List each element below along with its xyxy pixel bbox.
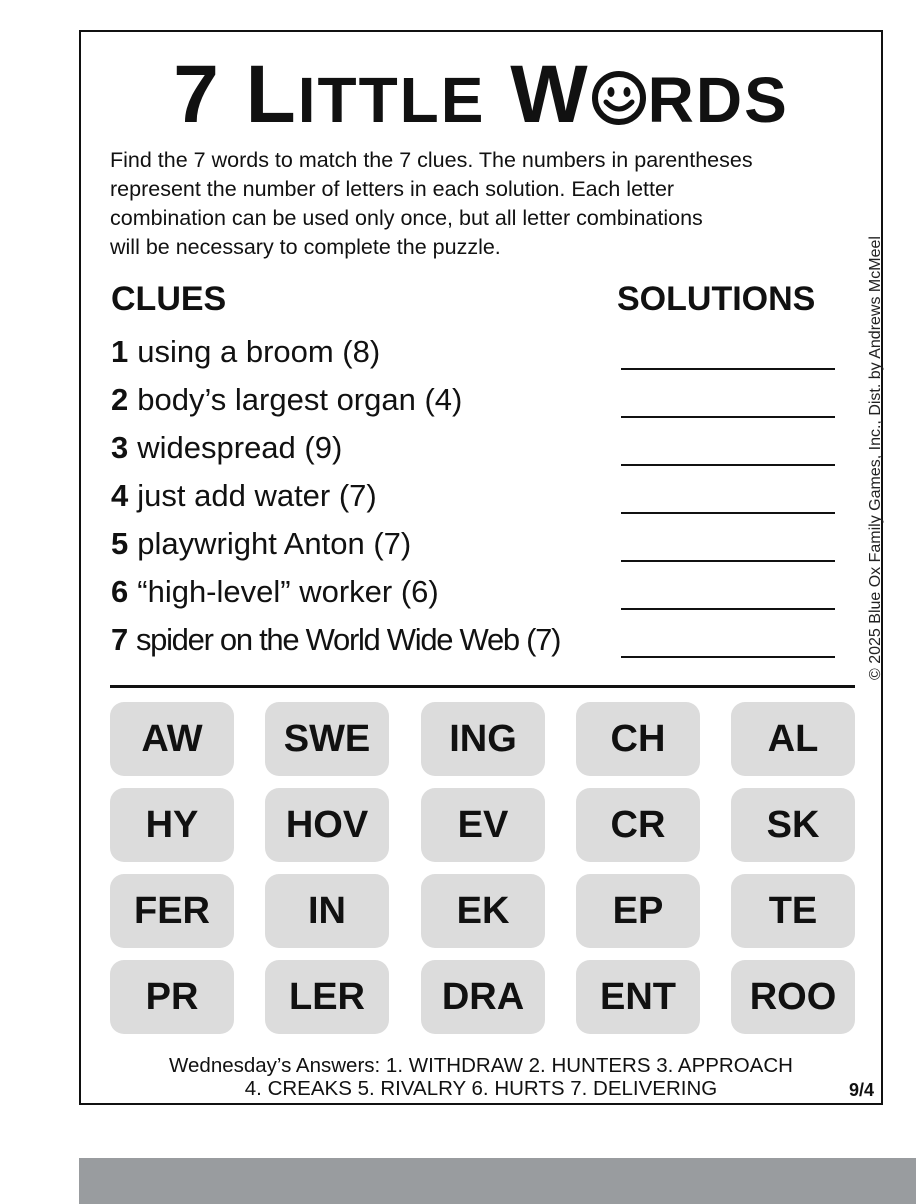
footer-bar: [79, 1158, 916, 1204]
letter-tile[interactable]: PR: [110, 960, 234, 1034]
clue-text: “high-level” worker (6): [137, 574, 439, 609]
solution-line-2[interactable]: [621, 416, 835, 418]
letter-tile[interactable]: SWE: [265, 702, 389, 776]
solution-line-7[interactable]: [621, 656, 835, 658]
clue-text: just add water (7): [137, 478, 377, 513]
letter-tile[interactable]: EP: [576, 874, 700, 948]
answers-line: 4. CREAKS 5. RIVALRY 6. HURTS 7. DELIVERING: [244, 1077, 718, 1100]
copyright-credit: © 2025 Blue Ox Family Games, Inc., Dist. by Andrews McMeel: [867, 236, 884, 680]
letter-tile[interactable]: DRA: [421, 960, 545, 1034]
clue-1: [111, 334, 380, 370]
instructions: [110, 146, 860, 262]
title-prefix: 7 L: [173, 49, 298, 140]
clue-number: 7: [111, 622, 127, 657]
clue-4: [111, 478, 377, 514]
clue-2: [111, 382, 462, 418]
letter-tile[interactable]: EK: [421, 874, 545, 948]
clue-7: [111, 622, 560, 658]
previous-answers: [81, 1054, 881, 1100]
letter-tile[interactable]: CH: [576, 702, 700, 776]
smiley-face-icon: [591, 70, 647, 126]
clue-text: spider on the World Wide Web (7): [135, 622, 561, 657]
solution-line-4[interactable]: [621, 512, 835, 514]
clue-number: 3: [111, 430, 129, 465]
puzzle-date: 9/4: [848, 1080, 874, 1100]
title-rest: RDS: [647, 64, 789, 136]
letter-tile[interactable]: IN: [265, 874, 389, 948]
letter-tile[interactable]: ENT: [576, 960, 700, 1034]
instructions-line: will be necessary to complete the puzzle.: [110, 235, 501, 259]
answers-line: Wednesday’s Answers: 1. WITHDRAW 2. HUNTERS 3. APPROACH: [169, 1054, 793, 1077]
instructions-line: Find the 7 words to match the 7 clues. The numbers in parentheses: [110, 148, 753, 172]
solution-line-6[interactable]: [621, 608, 835, 610]
letter-tile[interactable]: TE: [731, 874, 855, 948]
title-little-rest: ITTLE: [297, 64, 486, 136]
solution-line-5[interactable]: [621, 560, 835, 562]
section-divider: [110, 685, 855, 688]
clue-6: [111, 574, 439, 610]
letter-tile[interactable]: LER: [265, 960, 389, 1034]
puzzle-title: [81, 49, 881, 140]
solutions-heading: SOLUTIONS: [617, 280, 816, 318]
letter-tile[interactable]: FER: [110, 874, 234, 948]
clue-number: 1: [111, 334, 129, 369]
clue-text: using a broom (8): [137, 334, 381, 369]
letter-tile[interactable]: AW: [110, 702, 234, 776]
letter-tile[interactable]: CR: [576, 788, 700, 862]
letter-tile[interactable]: SK: [731, 788, 855, 862]
letter-tile[interactable]: EV: [421, 788, 545, 862]
puzzle-panel: [79, 30, 883, 1105]
letter-tile[interactable]: ING: [421, 702, 545, 776]
clue-5: [111, 526, 411, 562]
solution-line-3[interactable]: [621, 464, 835, 466]
clue-3: [111, 430, 342, 466]
letter-tile[interactable]: HY: [110, 788, 234, 862]
clue-text: body’s largest organ (4): [137, 382, 463, 417]
letter-tile[interactable]: AL: [731, 702, 855, 776]
clue-number: 5: [111, 526, 129, 561]
letter-tile[interactable]: HOV: [265, 788, 389, 862]
solution-line-1[interactable]: [621, 368, 835, 370]
clue-number: 4: [111, 478, 129, 513]
clue-number: 6: [111, 574, 129, 609]
clue-number: 2: [111, 382, 129, 417]
letter-tile[interactable]: ROO: [731, 960, 855, 1034]
instructions-line: combination can be used only once, but all letter combinations: [110, 206, 703, 230]
clue-text: widespread (9): [137, 430, 343, 465]
title-w: W: [510, 49, 590, 140]
clue-text: playwright Anton (7): [137, 526, 412, 561]
clues-heading: CLUES: [111, 280, 227, 318]
instructions-line: represent the number of letters in each solution. Each letter: [110, 177, 675, 201]
